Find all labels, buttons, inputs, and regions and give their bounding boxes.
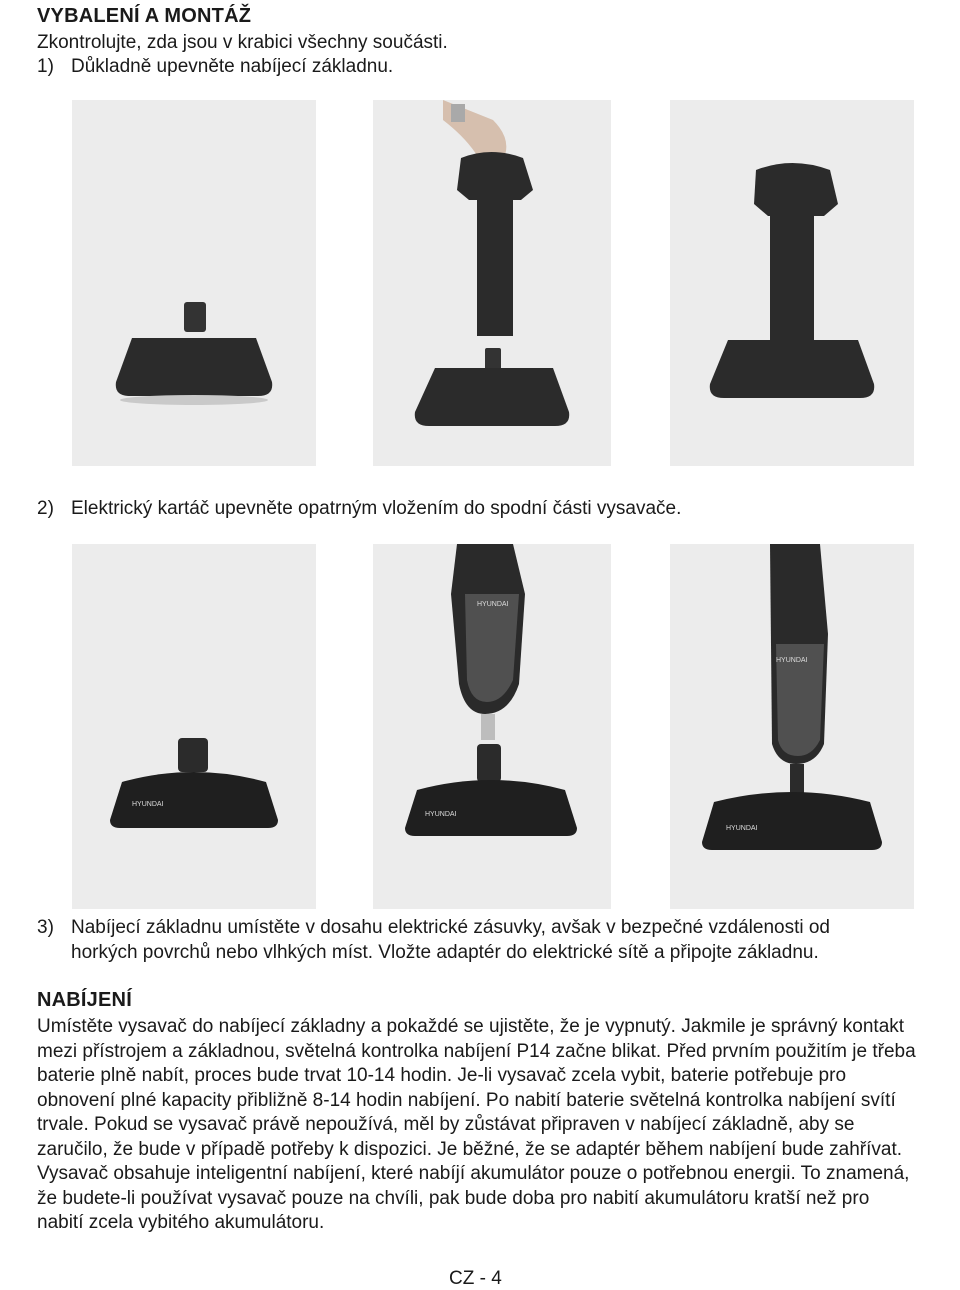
step-text: Důkladně upevněte nabíjecí základnu. <box>71 56 394 77</box>
brand-label: HYUNDAI <box>726 825 758 832</box>
photo-vacuum-assembled <box>670 544 914 909</box>
photo-base-inserting <box>373 100 611 466</box>
section-heading-unpacking: VYBALENÍ A MONTÁŽ <box>37 5 252 27</box>
page-number: CZ - 4 <box>449 1268 502 1289</box>
brand-label: HYUNDAI <box>425 811 457 818</box>
step-text-line-2: horkých povrchů nebo vlhkých míst. Vložte adaptér do elektrické sítě a připojte základnu. <box>71 941 819 963</box>
step-number: 3) <box>37 917 54 938</box>
step-number: 2) <box>37 498 54 519</box>
charging-paragraph: Umístěte vysavač do nabíjecí základny a pokaždé se ujistěte, že je vypnutý. Jakmile je správný kontakt mezi přístrojem a základnou, světelná kontrolka nabíjení P14 začne blikat. Před prvním použitím je třeba baterie plně nabít, proces bude trvat 10-14 hodin. Je-li vysavač zcela vybit, baterie potřebuje pro obnovení plné kapacity přibližně 8-14 hodin nabíjení. Po nabití baterie světelná kontrolka nabíjení svítí trvale. Pokud se vysavač právě nepoužívá, měl by zůstávat připraven v nabíjecí základně, aby se zaručilo, že bude v případě potřeby k dispozici. Je běžné, že se adaptér během nabíjení bude zahřívat. Vysavač obsahuje inteligentní nabíjení, které nabíjí akumulátor pouze o potřebnou energii. To znamená, že budete-li používat vysavač pouze na chvíli, pak bude doba pro nabití akumulátoru kratší než pro nabití zcela vybitého akumulátoru. <box>37 1016 916 1233</box>
intro-text: Zkontrolujte, zda jsou v krabici všechny součásti. <box>37 32 448 53</box>
base-parts-illustration <box>72 100 316 466</box>
base-assembled-illustration <box>670 100 914 466</box>
vacuum-inserting-illustration <box>373 544 611 909</box>
vacuum-assembled-illustration <box>670 544 914 909</box>
step-text-line-1: Nabíjecí základnu umístěte v dosahu elektrické zásuvky, avšak v bezpečné vzdálenosti od <box>71 917 830 938</box>
step-number: 1) <box>37 56 54 77</box>
photo-base-assembled <box>670 100 914 466</box>
photo-vacuum-inserting <box>373 544 611 909</box>
brand-label: HYUNDAI <box>477 601 509 608</box>
base-inserting-illustration <box>373 100 611 466</box>
section-heading-charging: NABÍJENÍ <box>37 989 132 1011</box>
brush-illustration <box>72 544 316 909</box>
photo-base-parts <box>72 100 316 466</box>
brand-label: HYUNDAI <box>132 801 164 808</box>
step-text: Elektrický kartáč upevněte opatrným vložením do spodní části vysavače. <box>71 498 682 519</box>
photo-brush-separate <box>72 544 316 909</box>
brand-label: HYUNDAI <box>776 657 808 664</box>
